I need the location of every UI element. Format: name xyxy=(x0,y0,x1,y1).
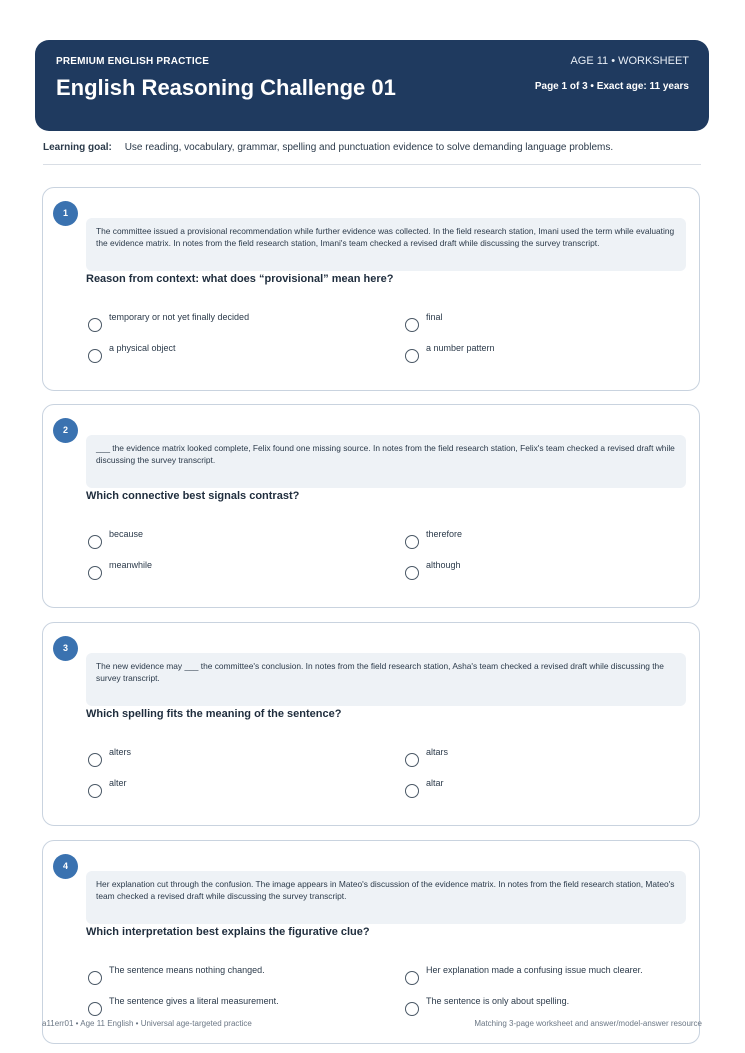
question-passage: The committee issued a provisional recommendation while further evidence was collected. In the field research station, Imani used the term while evaluating the evidence matrix. In notes from the field research station, Imani's team checked a revised draft while discussing the survey transcript. xyxy=(86,218,686,271)
radio-button[interactable] xyxy=(405,1002,419,1016)
radio-button[interactable] xyxy=(88,753,102,767)
question-prompt: Which connective best signals contrast? xyxy=(86,490,300,502)
page-info: Page 1 of 3 • Exact age: 11 years xyxy=(534,81,689,92)
answer-option-label: altars xyxy=(426,747,449,757)
question-card-2 xyxy=(42,404,700,608)
radio-button[interactable] xyxy=(405,318,419,332)
radio-button[interactable] xyxy=(88,318,102,332)
radio-button[interactable] xyxy=(88,535,102,549)
radio-button[interactable] xyxy=(88,349,102,363)
footer-note: Matching 3-page worksheet and answer/model-answer resource xyxy=(474,1019,702,1028)
question-card-4 xyxy=(42,840,700,1044)
answer-option-label: alter xyxy=(109,778,127,788)
answer-option-label: because xyxy=(109,529,144,539)
radio-button[interactable] xyxy=(405,784,419,798)
radio-button[interactable] xyxy=(405,971,419,985)
question-number-badge: 3 xyxy=(53,636,78,661)
question-prompt: Which interpretation best explains the figurative clue? xyxy=(86,926,370,938)
answer-option-label: The sentence is only about spelling. xyxy=(426,996,570,1006)
answer-option-label: although xyxy=(426,560,461,570)
answer-option-label: The sentence gives a literal measurement. xyxy=(109,996,279,1006)
question-number-badge: 2 xyxy=(53,418,78,443)
answer-option-label: alters xyxy=(109,747,132,757)
learning-goal-label: Learning goal: xyxy=(43,142,112,153)
question-passage: ___ the evidence matrix looked complete, Felix found one missing source. In notes from the field research station, Felix's team checked a revised draft while discussing the survey transcript. xyxy=(86,435,686,488)
answer-option-label: a number pattern xyxy=(426,343,495,353)
answer-option-label: temporary or not yet finally decided xyxy=(109,312,250,322)
brand-label: PREMIUM ENGLISH PRACTICE xyxy=(56,56,210,67)
question-passage: Her explanation cut through the confusion. The image appears in Mateo's discussion of the evidence matrix. In notes from the field research station, Mateo's team checked a revised draft while discussing the survey transcript. xyxy=(86,871,686,924)
answer-option-label: therefore xyxy=(426,529,463,539)
radio-button[interactable] xyxy=(88,784,102,798)
radio-button[interactable] xyxy=(405,566,419,580)
learning-goal-text: Use reading, vocabulary, grammar, spelling and punctuation evidence to solve demanding language problems. xyxy=(124,142,614,153)
learning-goal xyxy=(43,142,613,153)
question-card-3 xyxy=(42,622,700,826)
radio-button[interactable] xyxy=(405,535,419,549)
worksheet-header xyxy=(35,40,709,131)
question-number-badge: 1 xyxy=(53,201,78,226)
divider xyxy=(43,164,701,165)
answer-option-label: Her explanation made a confusing issue much clearer. xyxy=(426,965,643,975)
page-title: English Reasoning Challenge 01 xyxy=(56,75,396,100)
radio-button[interactable] xyxy=(405,349,419,363)
age-worksheet-label: AGE 11 • WORKSHEET xyxy=(570,55,689,67)
answer-option-label: The sentence means nothing changed. xyxy=(109,965,265,975)
radio-button[interactable] xyxy=(88,1002,102,1016)
question-card-1 xyxy=(42,187,700,391)
footer-code: a11err01 • Age 11 English • Universal age-targeted practice xyxy=(42,1019,252,1028)
radio-button[interactable] xyxy=(88,566,102,580)
radio-button[interactable] xyxy=(405,753,419,767)
answer-option-label: meanwhile xyxy=(109,560,153,570)
question-prompt: Reason from context: what does “provisional” mean here? xyxy=(86,273,394,285)
radio-button[interactable] xyxy=(88,971,102,985)
answer-option-label: final xyxy=(426,312,443,322)
question-number-badge: 4 xyxy=(53,854,78,879)
question-prompt: Which spelling fits the meaning of the sentence? xyxy=(86,708,342,720)
answer-option-label: a physical object xyxy=(109,343,176,353)
answer-option-label: altar xyxy=(426,778,444,788)
question-passage: The new evidence may ___ the committee's conclusion. In notes from the field research station, Asha's team checked a revised draft while discussing the survey transcript. xyxy=(86,653,686,706)
